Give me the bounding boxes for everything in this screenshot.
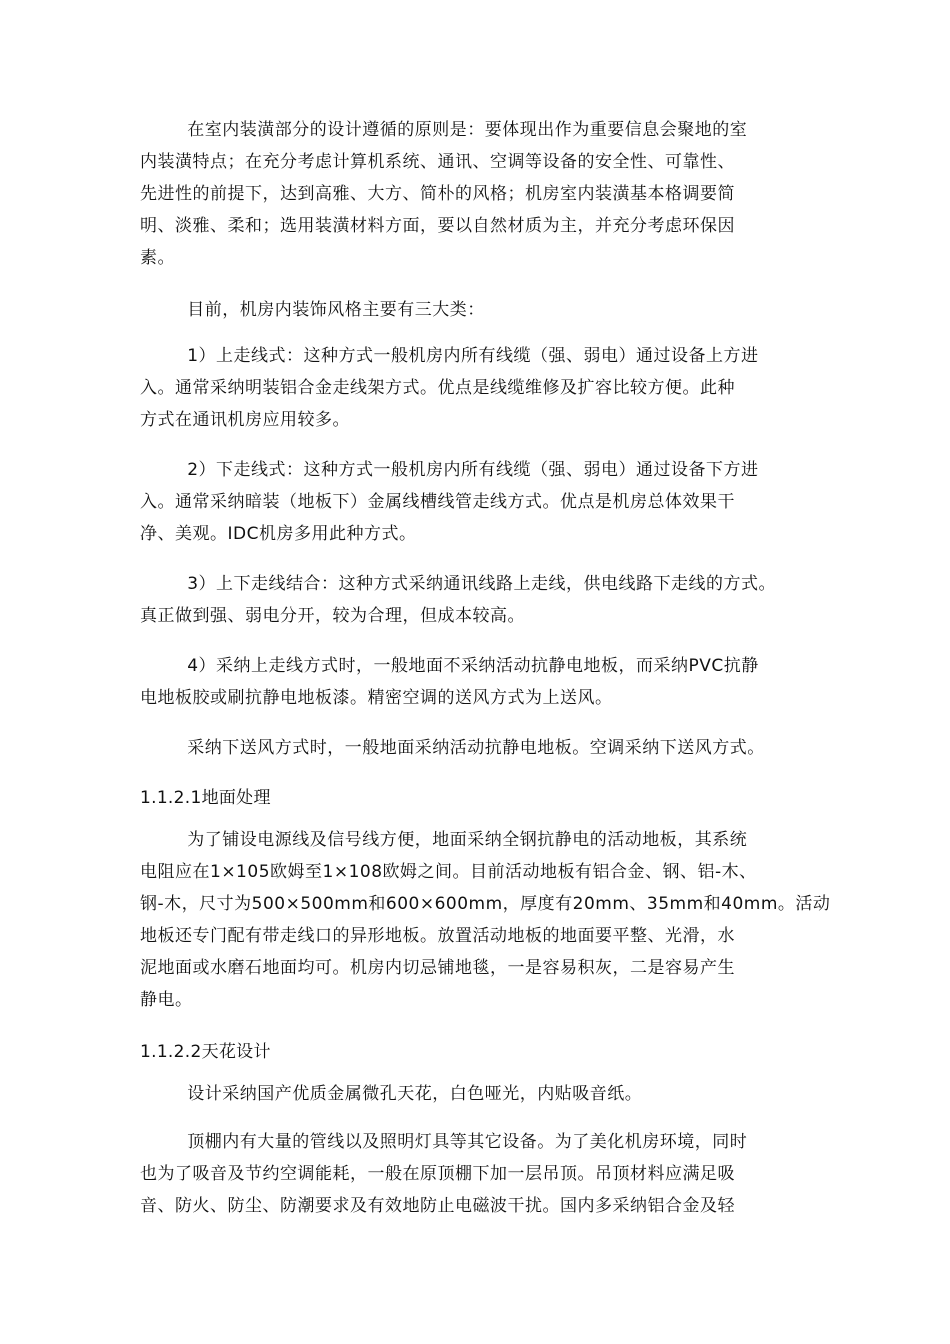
paragraph-top-cabling (140, 340, 820, 436)
paragraph-bottom-air-supply (140, 732, 820, 764)
paragraph-design-principles (140, 114, 820, 274)
text-line: 音、防火、防尘、防潮要求及有效地防止电磁波干扰。国内多采纳铝合金及轻 (140, 1196, 735, 1216)
text-line: 2）下走线式：这种方式一般机房内所有线缆（强、弱电）通过设备下方进 (140, 460, 759, 480)
text-line: 电地板胶或刷抗静电地板漆。精密空调的送风方式为上送风。 (140, 688, 613, 708)
text-line: 在室内装潢部分的设计遵循的原则是：要体现出作为重要信息会聚地的室 (140, 120, 748, 140)
text-line: 素。 (140, 248, 175, 268)
text-line: 3）上下走线结合：这种方式采纳通讯线路上走线，供电线路下走线的方式。 (140, 574, 777, 594)
text-line: 1）上走线式：这种方式一般机房内所有线缆（强、弱电）通过设备上方进 (140, 346, 759, 366)
text-line: 钢-木，尺寸为500×500mm和600×600mm，厚度有20mm、35mm和40mm。活动 (140, 894, 831, 914)
text-line: 4）采纳上走线方式时，一般地面不采纳活动抗静电地板，而采纳PVC抗静 (140, 656, 759, 676)
paragraph-style-intro (140, 294, 820, 326)
text-line: 采纳下送风方式时，一般地面采纳活动抗静电地板。空调采纳下送风方式。 (140, 738, 765, 758)
text-line: 净、美观。IDC机房多用此种方式。 (140, 524, 417, 544)
text-line: 内装潢特点；在充分考虑计算机系统、通讯、空调等设备的安全性、可靠性、 (140, 152, 735, 172)
text-line: 静电。 (140, 990, 193, 1010)
text-line: 为了铺设电源线及信号线方便，地面采纳全钢抗静电的活动地板，其系统 (140, 830, 748, 850)
paragraph-floor-treatment (140, 824, 831, 1016)
text-line: 方式在通讯机房应用较多。 (140, 410, 350, 430)
text-line: 入。通常采纳暗装（地板下）金属线槽线管走线方式。优点是机房总体效果干 (140, 492, 735, 512)
text-line: 设计采纳国产优质金属微孔天花，白色哑光，内贴吸音纸。 (140, 1084, 643, 1104)
text-line: 入。通常采纳明装铝合金走线架方式。优点是线缆维修及扩容比较方便。此种 (140, 378, 735, 398)
text-line: 先进性的前提下，达到高雅、大方、简朴的风格；机房室内装潢基本格调要简 (140, 184, 735, 204)
text-line: 目前，机房内装饰风格主要有三大类： (140, 300, 485, 320)
section-heading-ceiling: 1.1.2.2天花设计 (140, 1042, 271, 1062)
text-line: 明、淡雅、柔和；选用装潢材料方面，要以自然材质为主，并充分考虑环保因 (140, 216, 735, 236)
text-line: 顶棚内有大量的管线以及照明灯具等其它设备。为了美化机房环境，同时 (140, 1132, 748, 1152)
paragraph-top-cabling-floor (140, 650, 820, 714)
paragraph-bottom-cabling (140, 454, 820, 550)
section-heading-floor: 1.1.2.1地面处理 (140, 788, 271, 808)
text-line: 地板还专门配有带走线口的异形地板。放置活动地板的地面要平整、光滑，水 (140, 926, 735, 946)
paragraph-combined-cabling (140, 568, 820, 632)
text-line: 泥地面或水磨石地面均可。机房内切忌铺地毯，一是容易积灰，二是容易产生 (140, 958, 735, 978)
paragraph-ceiling-details (140, 1126, 820, 1222)
text-line: 电阻应在1×105欧姆至1×108欧姆之间。目前活动地板有铝合金、钢、铝-木、 (140, 862, 757, 882)
text-line: 也为了吸音及节约空调能耗，一般在原顶棚下加一层吊顶。吊顶材料应满足吸 (140, 1164, 735, 1184)
text-line: 真正做到强、弱电分开，较为合理，但成本较高。 (140, 606, 525, 626)
paragraph-ceiling-material (140, 1078, 820, 1110)
